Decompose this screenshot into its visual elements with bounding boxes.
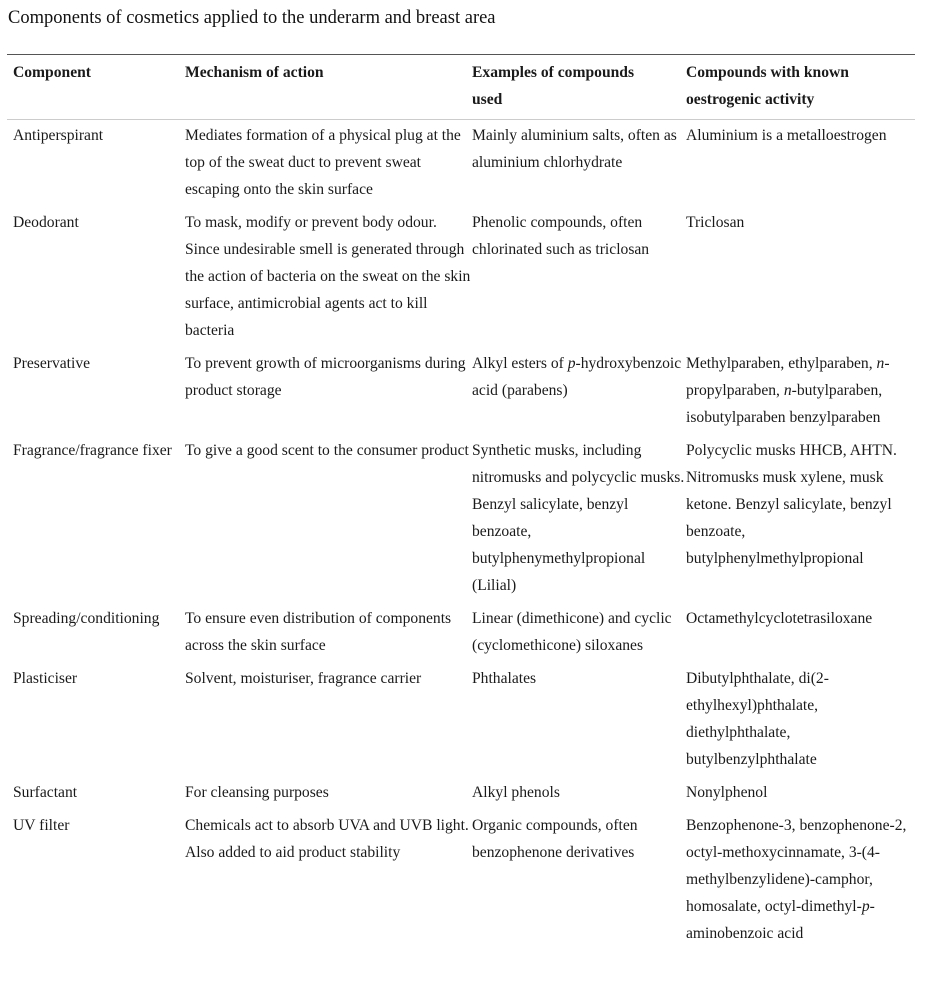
table-row — [7, 665, 915, 779]
cell-examples: Alkyl phenols — [472, 784, 560, 801]
cell-examples: Alkyl esters of p-hydroxybenzoic acid (parabens) — [472, 355, 682, 399]
cell-examples: Mainly aluminium salts, often as aluminium chlorhydrate — [472, 127, 677, 171]
cell-component: Deodorant — [13, 214, 79, 231]
header-mechanism: Mechanism of action — [185, 64, 324, 81]
cell-mechanism: To prevent growth of microorganisms during product storage — [185, 355, 466, 399]
cell-oestrogenic: Benzophenone-3, benzophenone-2, octyl-methoxycinnamate, 3-(4-methylbenzylidene)-camphor, homosalate, octyl-dimethyl-p-aminobenzoic acid — [686, 817, 907, 942]
cell-component: Plasticiser — [13, 670, 78, 687]
cell-mechanism: To give a good scent to the consumer product — [185, 442, 469, 459]
table-row — [7, 779, 915, 812]
cell-oestrogenic: Triclosan — [686, 214, 745, 231]
data-table — [7, 55, 915, 953]
table-row — [7, 209, 915, 350]
table-row — [7, 120, 915, 210]
cell-examples: Organic compounds, often benzophenone derivatives — [472, 817, 638, 861]
cell-mechanism: Chemicals act to absorb UVA and UVB light. Also added to aid product stability — [185, 817, 469, 861]
cell-oestrogenic: Octamethylcyclotetrasiloxane — [686, 610, 873, 627]
cell-component: Spreading/conditioning — [13, 610, 160, 627]
table-row — [7, 605, 915, 665]
cell-component: Surfactant — [13, 784, 78, 801]
cell-examples: Linear (dimethicone) and cyclic (cyclomethicone) siloxanes — [472, 610, 672, 654]
header-oestrogenic: Compounds with known oestrogenic activity — [686, 64, 849, 108]
table-row — [7, 350, 915, 437]
header-component: Component — [13, 64, 91, 81]
cell-mechanism: To ensure even distribution of components across the skin surface — [185, 610, 452, 654]
cell-mechanism: Solvent, moisturiser, fragrance carrier — [185, 670, 422, 687]
table-caption: Components of cosmetics applied to the underarm and breast area — [8, 8, 496, 28]
cell-examples: Synthetic musks, including nitromusks and polycyclic musks. Benzyl salicylate, benzyl benzoate, butylphenymethylpropional (Lilial) — [472, 442, 685, 594]
cell-oestrogenic: Aluminium is a metalloestrogen — [686, 127, 887, 144]
cell-oestrogenic: Nonylphenol — [686, 784, 768, 801]
cell-mechanism: For cleansing purposes — [185, 784, 329, 801]
cell-oestrogenic: Polycyclic musks HHCB, AHTN. Nitromusks musk xylene, musk ketone. Benzyl salicylate, benzyl benzoate, butylphenylmethylpropional — [686, 442, 897, 567]
table-row — [7, 812, 915, 953]
cell-mechanism: Mediates formation of a physical plug at the top of the sweat duct to prevent sweat escaping onto the skin surface — [185, 127, 461, 198]
header-examples: Examples of compounds used — [472, 64, 635, 108]
cell-component: Fragrance/fragrance fixer — [13, 442, 172, 459]
cell-oestrogenic: Methylparaben, ethylparaben, n-propylparaben, n-butylparaben, isobutylparaben benzylparaben — [686, 355, 890, 426]
cell-mechanism: To mask, modify or prevent body odour. Since undesirable smell is generated through the action of bacteria on the sweat on the skin surface, antimicrobial agents act to kill bacteria — [185, 214, 471, 339]
cell-examples: Phthalates — [472, 670, 537, 687]
cell-oestrogenic: Dibutylphthalate, di(2-ethylhexyl)phthalate, diethylphthalate, butylbenzylphthalate — [686, 670, 829, 768]
cell-component: Antiperspirant — [13, 127, 104, 144]
cell-component: UV filter — [13, 817, 70, 834]
cell-examples: Phenolic compounds, often chlorinated such as triclosan — [472, 214, 650, 258]
header-row — [7, 55, 915, 120]
components-table — [7, 54, 915, 953]
cell-component: Preservative — [13, 355, 91, 372]
table-row — [7, 437, 915, 605]
